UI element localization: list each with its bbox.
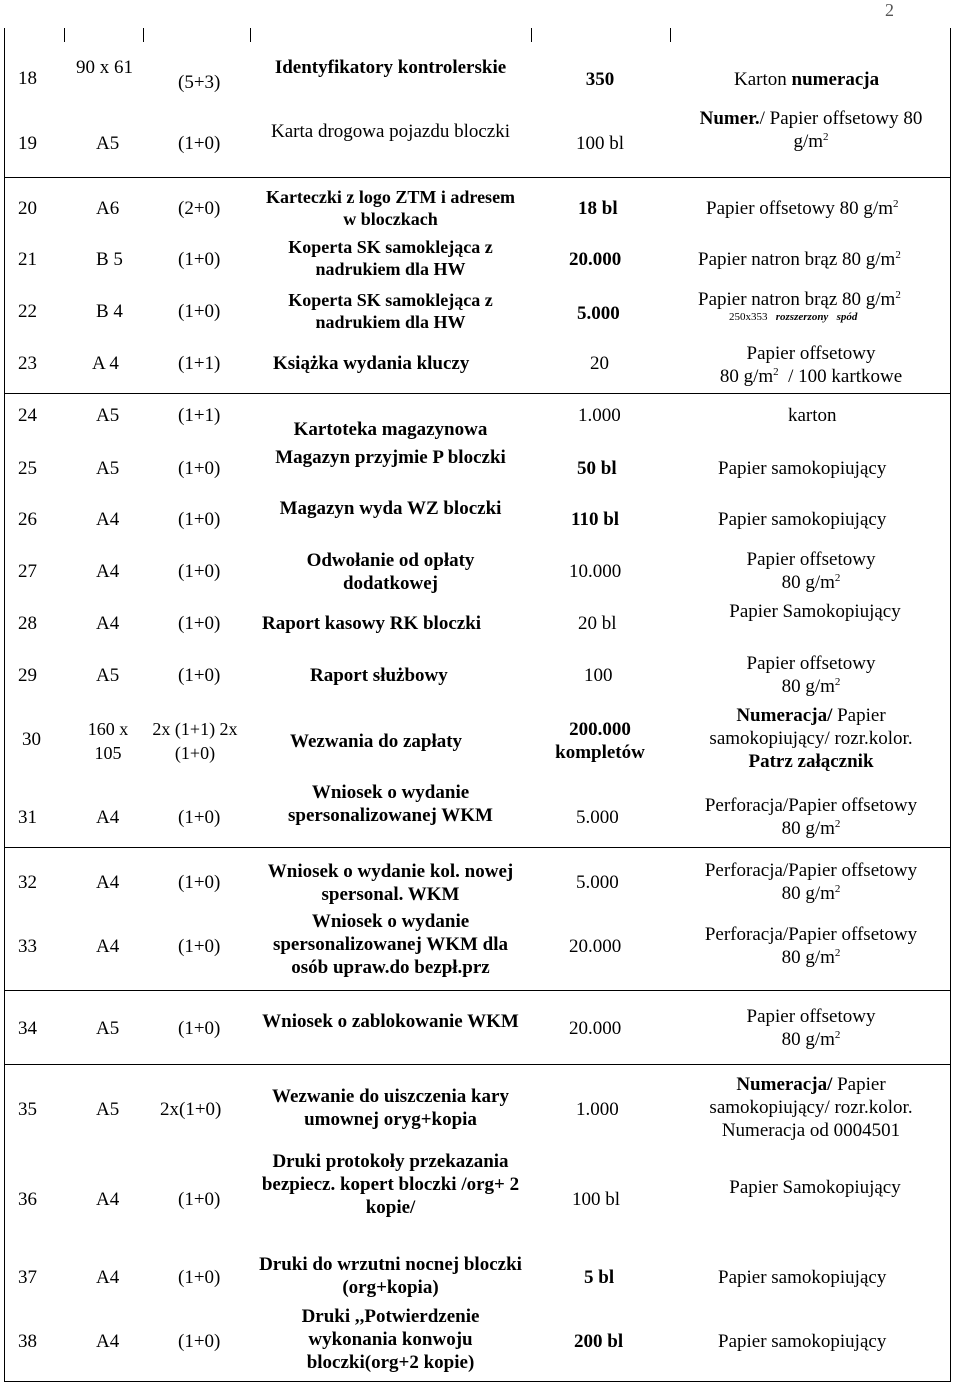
quantity: 20 bl [578,613,617,634]
row-number: 35 [18,1099,37,1120]
colors: (1+0) [178,249,221,270]
notes: Perforacja/Papier offsetowy 80 $g/m^2$ [704,795,918,839]
row-number: 20 [18,198,37,219]
colors: (1+1) [178,353,221,374]
item-name: Identyfikatory kontrolerskie [274,57,507,78]
item-name: Raport służbowy [310,665,448,686]
row-number: 24 [18,405,37,426]
notes: Papier offsetowy 80 $g/m^2$ [746,653,876,697]
item-name: Koperta SK samoklejąca z nadrukiem dla HW [288,290,493,332]
format: A6 [96,198,120,219]
quantity: 20.000 [569,936,622,957]
notes: Karton numeracja [734,69,880,90]
colors: (1+0) [178,1267,221,1288]
format: A4 [96,1331,120,1352]
format: A4 [96,509,120,530]
group-divider [4,393,951,394]
quantity: 200.000 kompletów [555,719,645,763]
notes: Papier samokopiujący [718,509,887,530]
colors: (1+0) [178,458,221,479]
page-number: 2 [885,0,894,20]
column-divider [250,28,251,42]
row-number: 31 [18,807,37,828]
notes: Papier natron brąz 80 $g/m^2$ [698,289,901,310]
row-number: 34 [18,1018,37,1039]
row-number: 27 [18,561,37,582]
item-name: Druki ,,Potwierdzenie wykonania konwoju bloczki(org+2 kopie) [301,1306,480,1373]
item-name: Druki do wrzutni nocnej bloczki (org+kopia) [259,1254,522,1298]
quantity: 350 [585,69,615,90]
item-name: Wniosek o wydanie spersonalizowanej WKM [288,782,493,826]
column-divider [64,28,65,42]
notes: karton [788,405,837,426]
row-number: 18 [18,68,37,89]
item-name: Magazyn wyda WZ bloczki [279,498,502,519]
table-border-right [950,28,951,1382]
item-name: Karta drogowa pojazdu bloczki [271,121,510,142]
row-number: 30 [22,729,41,750]
colors: (1+0) [178,509,221,530]
format: A4 [96,613,120,634]
format: A5 [96,133,120,154]
item-name: Książka wydania kluczy [273,353,470,374]
item-name: Wniosek o zablokowanie WKM [262,1011,519,1032]
colors: (1+0) [178,665,221,686]
row-number: 25 [18,458,37,479]
notes: Papier Samokopiujący [729,1177,901,1198]
colors: (1+0) [178,301,221,322]
group-divider [4,1064,951,1065]
notes: Papier natron brąz 80 $g/m^2$ [698,249,901,270]
row-number: 28 [18,613,37,634]
row-number: 21 [18,249,37,270]
quantity: 200 bl [574,1331,624,1352]
quantity: 100 bl [575,133,625,154]
item-name: Koperta SK samoklejąca z nadrukiem dla HW [288,237,493,279]
notes: Perforacja/Papier offsetowy 80 $g/m^2$ [704,924,918,968]
row-number: 33 [18,936,37,957]
quantity: 110 bl [571,509,620,530]
item-name: Wezwanie do uiszczenia kary umownej oryg+kopia [272,1086,509,1130]
item-name: Druki protokoły przekazania bezpiecz. kopert bloczki /org+ 2 kopie/ [261,1151,520,1218]
format: A5 [96,405,120,426]
row-number: 37 [18,1267,37,1288]
quantity: 1.000 [578,405,621,426]
format: A5 [96,458,120,479]
colors: (1+0) [178,613,221,634]
format: A5 [96,1018,120,1039]
notes: Papier samokopiujący [718,1331,887,1352]
format: A 4 [92,353,119,374]
format: B 5 [96,249,123,270]
row-number: 29 [18,665,37,686]
format: 90 x 61 [76,57,133,78]
colors: (2+0) [178,198,221,219]
colors: (1+0) [178,872,221,893]
item-name: Wniosek o wydanie spersonalizowanej WKM dla osób upraw.do bezpł.prz [272,911,509,978]
quantity: 100 [584,665,613,686]
quantity: 18 bl [578,198,618,219]
colors: (5+3) [178,72,221,93]
row-number: 19 [18,133,37,154]
format: A5 [96,665,120,686]
colors: (1+0) [178,936,221,957]
row-number: 38 [18,1331,37,1352]
item-name: Karteczki z logo ZTM i adresem w bloczkach [265,187,516,229]
colors: (1+0) [178,1331,221,1352]
quantity: 5.000 [576,807,619,828]
format: A4 [96,807,120,828]
row-number: 32 [18,872,37,893]
quantity: 5 bl [584,1267,615,1288]
notes: Papier offsetowy 80 $g/m^2$ [746,1006,876,1050]
notes: Papier offsetowy 80 $g/m^2 / 100$ kartkowe [719,343,903,387]
group-divider [4,847,951,848]
notes: Papier offsetowy 80 $g/m^2$ [746,549,876,593]
notes: Perforacja/Papier offsetowy 80 $g/m^2$ [704,860,918,904]
notes: Numeracja/ Papier samokopiujący/ rozr.kolor. Patrz załącznik [709,705,913,772]
quantity: 20.000 [569,1018,622,1039]
notes: Numeracja/ Papier samokopiujący/ rozr.kolor. Numeracja od 0004501 [709,1074,913,1141]
column-divider [531,28,532,42]
quantity: 20 [590,353,609,374]
quantity: 20.000 [569,249,622,270]
quantity: 100 bl [572,1189,621,1210]
quantity: 10.000 [569,561,622,582]
notes: Papier offsetowy 80 $g/m^2$ [706,198,899,219]
item-name: Raport kasowy RK bloczki [262,613,482,634]
format: B 4 [96,301,123,322]
table-border-left [4,28,5,1382]
colors: (1+0) [178,1018,221,1039]
colors: (1+1) [178,405,221,426]
format: A4 [96,1189,120,1210]
notes: Numer./ Papier offsetowy 80 $g/m^2$ [699,108,923,152]
notes: Papier samokopiujący [718,458,887,479]
quantity: 5.000 [577,303,620,324]
quantity: 5.000 [576,872,619,893]
row-number: 26 [18,509,37,530]
item-name: Kartoteka magazynowa [293,419,488,440]
colors: 2x (1+1) 2x (1+0) [152,719,238,763]
row-number: 23 [18,353,37,374]
colors: (1+0) [178,561,221,582]
item-name: Odwołanie od opłaty dodatkowej [306,550,475,594]
format: A5 [96,1099,120,1120]
column-divider [670,28,671,42]
colors: (1+0) [178,133,221,154]
colors: (1+0) [178,1189,221,1210]
format: A4 [96,1267,120,1288]
colors: 2x(1+0) [160,1099,222,1120]
group-divider [4,990,951,991]
format: A4 [96,872,120,893]
item-name: Wezwania do zapłaty [290,731,463,752]
quantity: 1.000 [576,1099,619,1120]
format: A4 [96,561,120,582]
notes: Papier Samokopiujący [729,601,901,622]
notes-detail: 250x353 rozszerzony spód [729,311,858,323]
item-name: Wniosek o wydanie kol. nowej spersonal. WKM [267,861,514,905]
column-divider [143,28,144,42]
item-name: Magazyn przyjmie P bloczki [275,447,506,468]
group-divider [4,177,951,178]
row-number: 22 [18,301,37,322]
notes: Papier samokopiujący [718,1267,887,1288]
format: A4 [96,936,120,957]
quantity: 50 bl [577,458,617,479]
colors: (1+0) [178,807,221,828]
format: 160 x 105 [87,719,129,763]
row-number: 36 [18,1189,37,1210]
